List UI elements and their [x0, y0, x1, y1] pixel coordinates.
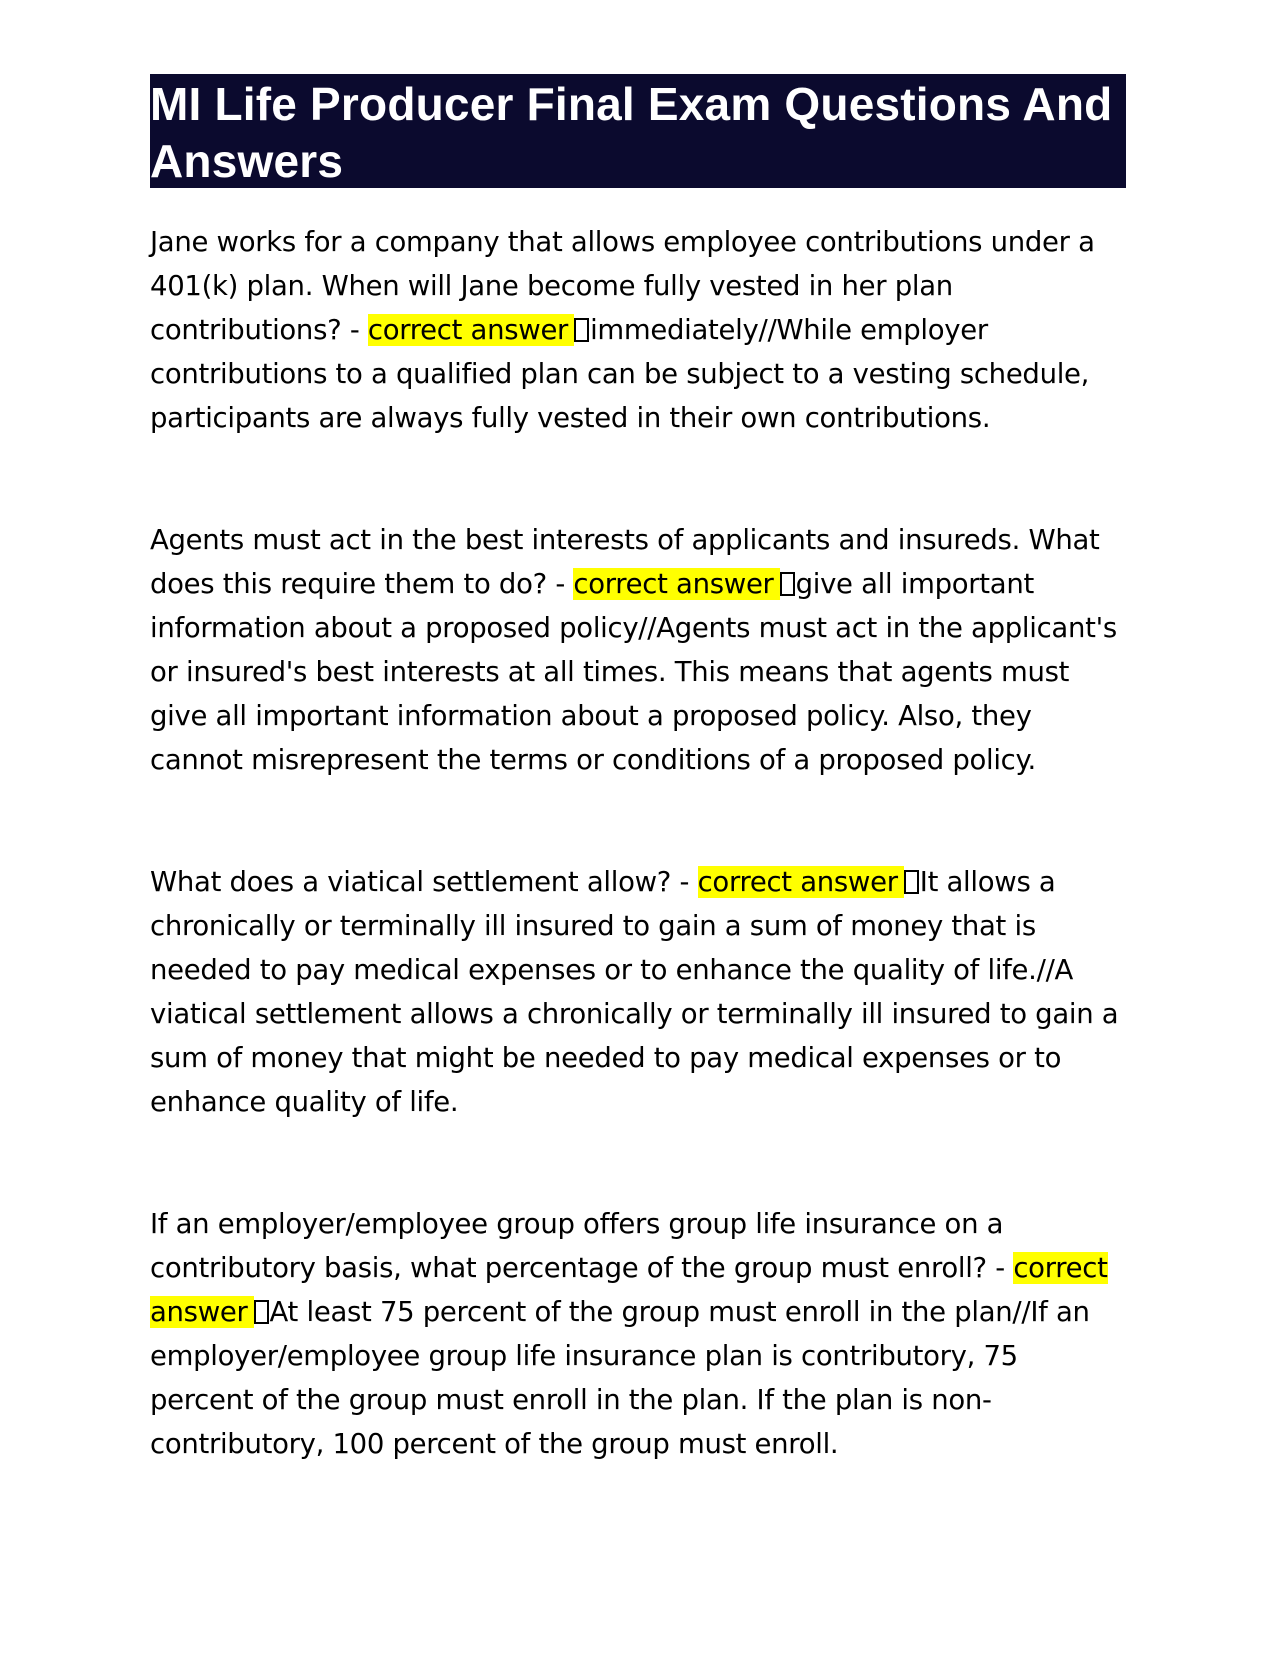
question-text: Jane works for a company that allows employee contributions under a 401(k) plan. When will Jane become fully vested in her plan contributions? -: [150, 226, 1095, 346]
correct-answer-highlight: correct answer: [150, 1252, 1108, 1328]
missing-glyph-box-icon: [254, 1300, 269, 1324]
missing-glyph-box-icon: [574, 318, 589, 342]
correct-answer-highlight: correct answer: [368, 314, 574, 346]
missing-glyph-box-icon: [904, 870, 919, 894]
qa-item: [150, 860, 1126, 1124]
qa-item: [150, 518, 1126, 782]
question-text: If an employer/employee group offers group life insurance on a contributory basis, what percentage of the group must enroll? -: [150, 1208, 1014, 1284]
correct-answer-highlight: correct answer: [573, 568, 779, 600]
qa-item: [150, 1202, 1126, 1466]
question-text: Agents must act in the best interests of applicants and insureds. What does this require them to do? -: [150, 524, 1100, 600]
answer-text: At least 75 percent of the group must enroll in the plan//If an employer/employee group life insurance plan is contributory, 75 percent of the group must enroll in the plan. If the plan is non-contributory, 100 percent of the group must enroll.: [150, 1296, 1090, 1460]
qa-item: [150, 220, 1126, 440]
missing-glyph-box-icon: [780, 572, 795, 596]
answer-text: It allows a chronically or terminally ill insured to gain a sum of money that is needed to pay medical expenses or to enhance the quality of life.//A viatical settlement allows a chronically or terminally ill insured to gain a sum of money that might be needed to pay medical expenses or to enhance quality of life.: [150, 866, 1119, 1118]
answer-text: give all important information about a proposed policy//Agents must act in the applicant's or insured's best interests at all times. This means that agents must give all important information about a proposed policy. Also, they cannot misrepresent the terms or conditions of a proposed policy.: [150, 568, 1117, 776]
answer-text: immediately//While employer contributions to a qualified plan can be subject to a vesting schedule, participants are always fully vested in their own contributions.: [150, 314, 1090, 434]
question-text: What does a viatical settlement allow? -: [150, 866, 698, 898]
page-title: MI Life Producer Final Exam Questions And Answers: [150, 74, 1126, 188]
correct-answer-highlight: correct answer: [698, 866, 904, 898]
document-page: [150, 74, 1126, 1466]
